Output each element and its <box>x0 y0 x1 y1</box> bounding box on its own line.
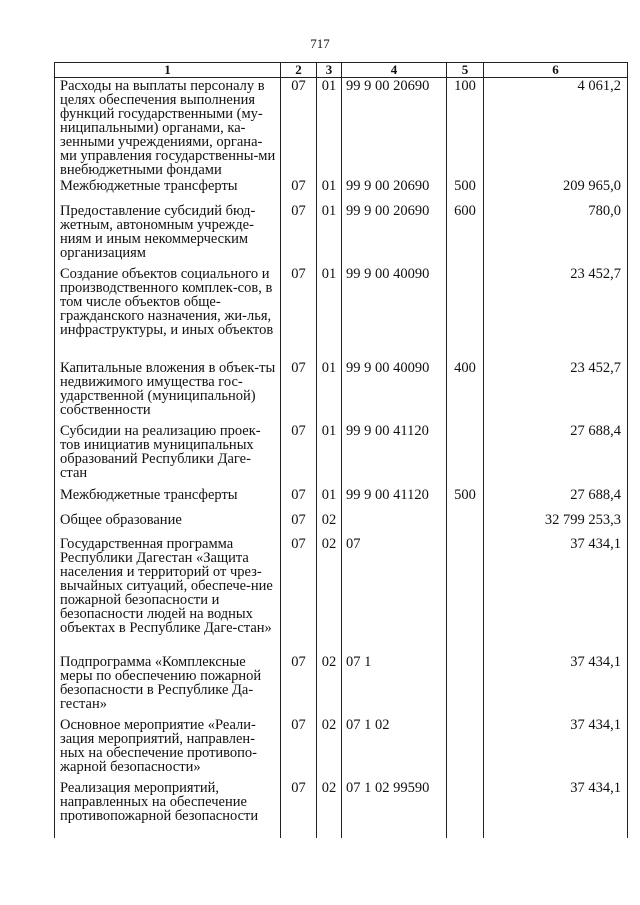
target-article-code: 99 9 00 40090 <box>342 360 447 423</box>
section-code: 07 <box>281 423 317 487</box>
expense-type-code <box>447 536 484 654</box>
expense-type-code <box>447 512 484 536</box>
column-header: 2 <box>281 63 317 78</box>
table-row <box>55 423 628 487</box>
expense-type-code <box>447 266 484 360</box>
amount: 32 799 253,3 <box>484 512 628 536</box>
amount: 37 434,1 <box>484 654 628 717</box>
expense-type-code: 400 <box>447 360 484 423</box>
section-code: 07 <box>281 512 317 536</box>
amount: 37 434,1 <box>484 780 628 838</box>
section-code: 07 <box>281 536 317 654</box>
item-name: Межбюджетные трансферты <box>55 178 281 203</box>
expense-type-code: 100 <box>447 78 484 178</box>
section-code: 07 <box>281 654 317 717</box>
subsection-code: 01 <box>317 360 342 423</box>
target-article-code: 99 9 00 41120 <box>342 423 447 487</box>
item-name: Предоставление субсидий бюд-жетным, автономным учрежде-ниям и иным некоммерческим организациям <box>55 203 281 266</box>
section-code: 07 <box>281 78 317 178</box>
item-name: Межбюджетные трансферты <box>55 487 281 512</box>
expense-type-code <box>447 717 484 780</box>
amount: 37 434,1 <box>484 536 628 654</box>
item-name: Основное мероприятие «Реали-зация мероприятий, направлен-ных на обеспечение противопо-жарной безопасности» <box>55 717 281 780</box>
subsection-code: 02 <box>317 717 342 780</box>
expense-type-code <box>447 780 484 838</box>
target-article-code: 99 9 00 20690 <box>342 203 447 266</box>
expense-type-code: 600 <box>447 203 484 266</box>
amount: 37 434,1 <box>484 717 628 780</box>
target-article-code: 99 9 00 40090 <box>342 266 447 360</box>
column-header: 3 <box>317 63 342 78</box>
expense-type-code: 500 <box>447 487 484 512</box>
amount: 27 688,4 <box>484 423 628 487</box>
subsection-code: 02 <box>317 780 342 838</box>
subsection-code: 01 <box>317 266 342 360</box>
table-row <box>55 654 628 717</box>
table-row <box>55 512 628 536</box>
subsection-code: 01 <box>317 203 342 266</box>
section-code: 07 <box>281 487 317 512</box>
target-article-code: 99 9 00 41120 <box>342 487 447 512</box>
table-row <box>55 266 628 360</box>
amount: 23 452,7 <box>484 266 628 360</box>
target-article-code: 07 1 02 <box>342 717 447 780</box>
item-name: Создание объектов социального и производственного комплек-сов, в том числе объектов обще-гражданского назначения, жи-лья, инфраструктуры, и иных объектов <box>55 266 281 360</box>
subsection-code: 02 <box>317 536 342 654</box>
column-header: 4 <box>342 63 447 78</box>
page-number: 717 <box>310 36 330 51</box>
item-name: Подпрограмма «Комплексные меры по обеспечению пожарной безопасности в Республике Да-гестан» <box>55 654 281 717</box>
column-header: 5 <box>447 63 484 78</box>
section-code: 07 <box>281 780 317 838</box>
table-row <box>55 203 628 266</box>
item-name: Реализация мероприятий, направленных на обеспечение противопожарной безопасности <box>55 780 281 838</box>
target-article-code <box>342 512 447 536</box>
table-header-row <box>55 63 628 78</box>
subsection-code: 01 <box>317 78 342 178</box>
section-code: 07 <box>281 178 317 203</box>
section-code: 07 <box>281 266 317 360</box>
subsection-code: 02 <box>317 654 342 717</box>
subsection-code: 01 <box>317 487 342 512</box>
subsection-code: 01 <box>317 178 342 203</box>
item-name: Капитальные вложения в объек-ты недвижимого имущества гос-ударственной (муниципальной) собственности <box>55 360 281 423</box>
column-header: 1 <box>55 63 281 78</box>
target-article-code: 99 9 00 20690 <box>342 178 447 203</box>
table-row <box>55 780 628 838</box>
target-article-code: 07 1 02 99590 <box>342 780 447 838</box>
budget-table <box>54 62 628 838</box>
subsection-code: 01 <box>317 423 342 487</box>
section-code: 07 <box>281 717 317 780</box>
table-row <box>55 360 628 423</box>
target-article-code: 07 <box>342 536 447 654</box>
amount: 209 965,0 <box>484 178 628 203</box>
table-row <box>55 536 628 654</box>
item-name: Общее образование <box>55 512 281 536</box>
column-header: 6 <box>484 63 628 78</box>
subsection-code: 02 <box>317 512 342 536</box>
expense-type-code: 500 <box>447 178 484 203</box>
amount: 23 452,7 <box>484 360 628 423</box>
item-name: Расходы на выплаты персоналу в целях обеспечения выполнения функций государственными (му-ниципальными) органами, ка-зенными учреждениями, органа-ми управления государственны-ми внебюджетными фондами <box>55 78 281 178</box>
amount: 27 688,4 <box>484 487 628 512</box>
item-name: Субсидии на реализацию проек-тов инициатив муниципальных образований Республики Даге-стан <box>55 423 281 487</box>
table-row <box>55 487 628 512</box>
expense-type-code <box>447 423 484 487</box>
amount: 780,0 <box>484 203 628 266</box>
table-row <box>55 717 628 780</box>
section-code: 07 <box>281 360 317 423</box>
target-article-code: 07 1 <box>342 654 447 717</box>
target-article-code: 99 9 00 20690 <box>342 78 447 178</box>
amount: 4 061,2 <box>484 78 628 178</box>
expense-type-code <box>447 654 484 717</box>
table-row <box>55 178 628 203</box>
item-name: Государственная программа Республики Дагестан «Защита населения и территорий от чрез-вычайных ситуаций, обеспече-ние пожарной безопасности и безопасности людей на водных объектах в Республике Даге-стан» <box>55 536 281 654</box>
section-code: 07 <box>281 203 317 266</box>
table-row <box>55 78 628 178</box>
